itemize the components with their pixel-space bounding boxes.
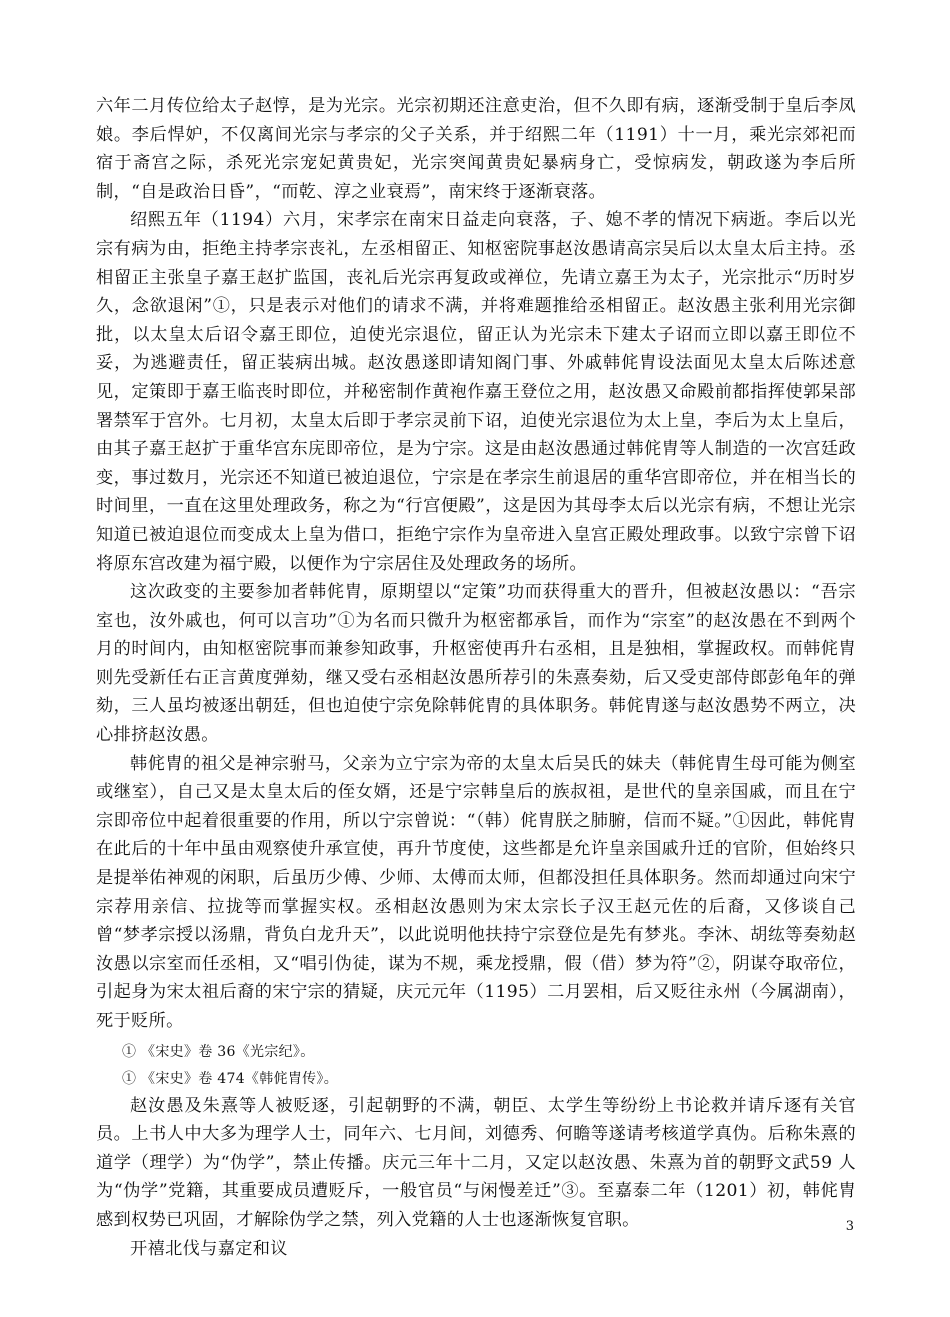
section-heading: 开禧北伐与嘉定和议 xyxy=(130,1238,288,1259)
page-number: 3 xyxy=(845,1219,854,1234)
paragraph-3: 这次政变的主要参加者韩侂胄，原期望以“定策”功而获得重大的晋升，但被赵汝愚以：“吾宗室也，汝外戚也，何可以言功”①为名而只微升为枢密都承旨，而作为“宗室”的赵汝愚在不到两个月的时间内，由知枢密院事而兼参知政事，升枢密使再升右丞相，且是独相，掌握政权。而韩侂胄则先受新任右正言黄度弹劾，继又受右丞相赵汝愚所荐引的朱熹奏劾，后又受吏部侍郎彭龟年的弹劾，三人虽均被逐出朝廷，但也迫使宁宗免除韩侂胄的具体职务。韩侂胄遂与赵汝愚势不两立，决心排挤赵汝愚。 xyxy=(96,582,856,746)
paragraph-1: 六年二月传位给太子赵惇，是为光宗。光宗初期还注意吏治，但不久即有病，逐渐受制于皇后李凤娘。李后悍妒，不仅离间光宗与孝宗的父子关系，并于绍熙二年（1191）十一月，乘光宗郊祀而宿于斋宫之际，杀死光宗宠妃黄贵妃，光宗突闻黄贵妃暴病身亡，受惊病发，朝政遂为李后所制，“自是政治日昏”，“而乾、淳之业衰焉”，南宋终于逐渐衰落。 xyxy=(96,96,856,202)
paragraph-2: 绍熙五年（1194）六月，宋孝宗在南宋日益走向衰落，子、媳不孝的情况下病逝。李后以光宗有病为由，拒绝主持孝宗丧礼，左丞相留正、知枢密院事赵汝愚请高宗吴后以太皇太后主持。丞相留正主张皇子嘉王赵扩监国，丧礼后光宗再复政或禅位，先请立嘉王为太子，光宗批示“历时岁久，念欲退闲”①，只是表示对他们的请求不满，并将难题推给丞相留正。赵汝愚主张利用光宗御批，以太皇太后诏令嘉王即位，迫使光宗退位，留正认为光宗未下建太子诏而立即以嘉王即位不妥，为逃避责任，留正装病出城。赵汝愚遂即请知阁门事、外戚韩侂胄设法面见太皇太后陈述意见，定策即于嘉王临丧时即位，并秘密制作黄袍作嘉王登位之用，赵汝愚又命殿前都指挥使郭杲部署禁军于宫外。七月初，太皇太后即于孝宗灵前下诏，迫使光宗退位为太上皇，李后为太上皇后，由其子嘉王赵扩于重华宫东庑即帝位，是为宁宗。这是由赵汝愚通过韩侂胄等人制造的一次宫廷政变，事过数月，光宗还不知道已被迫退位，宁宗是在孝宗生前退居的重华宫即帝位，并在相当长的时间里，一直在这里处理政务，称之为“行宫便殿”，这是因为其母李太后以光宗有病，不想让光宗知道已被迫退位而变成太上皇为借口，拒绝宁宗作为皇帝进入皇宫正殿处理政事。以致宁宗曾下诏将原东宫改建为福宁殿，以便作为宁宗居住及处理政务的场所。 xyxy=(96,210,856,574)
paragraph-4: 韩侂胄的祖父是神宗驸马，父亲为立宁宗为帝的太皇太后吴氏的妹夫（韩侂胄生母可能为侧室或继室），自己又是太皇太后的侄女婿，还是宁宗韩皇后的族叔祖，是世代的皇亲国戚，而且在宁宗即帝位中起着很重要的作用，所以宁宗曾说：“（韩）侂胄朕之肺腑，信而不疑。”①因此，韩侂胄在此后的十年中虽由观察使升承宣使，再升节度使，这些都是允许皇亲国戚升迁的官阶，但始终只是提举佑神观的闲职，后虽历少傅、少师、太傅而太师，但都没担任具体职务。然而却通过向宋宁宗荐用亲信、拉拢等而掌握实权。丞相赵汝愚则为宋太宗长子汉王赵元佐的后裔，又侈谈自己曾“梦孝宗授以汤鼎，背负白龙升天”，以此说明他扶持宁宗登位是先有梦兆。李沐、胡纮等奏劾赵汝愚以宗室而任丞相，又“唱引伪徒，谋为不规，乘龙授鼎，假（借）梦为符”②，阴谋夺取帝位，引起身为宋太祖后裔的宋宁宗的猜疑，庆元元年（1195）二月罢相，后又贬往永州（今属湖南），死于贬所。 xyxy=(96,753,856,1031)
footnote-1: ① 《宋史》卷 36《光宗纪》。 xyxy=(122,1043,315,1060)
document-body xyxy=(96,92,856,1263)
paragraph-5: 赵汝愚及朱熹等人被贬逐，引起朝野的不满，朝臣、太学生等纷纷上书论救并请斥逐有关官员。上书人中大多为理学人士，同年六、七月间，刘德秀、何瞻等遂请考核道学真伪。后称朱熹的道学（理学）为“伪学”，禁止传播。庆元三年十二月，又定以赵汝愚、朱熹为首的朝野文武59 人为“伪学”党籍，其重要成员遭贬斥，一般官员“与闲慢差迁”③。至嘉泰二年（1201）初，韩侂胄感到权势已巩固，才解除伪学之禁，列入党籍的人士也逐渐恢复官职。 xyxy=(96,1095,856,1230)
footnote-2: ① 《宋史》卷 474《韩侂胄传》。 xyxy=(122,1070,339,1087)
